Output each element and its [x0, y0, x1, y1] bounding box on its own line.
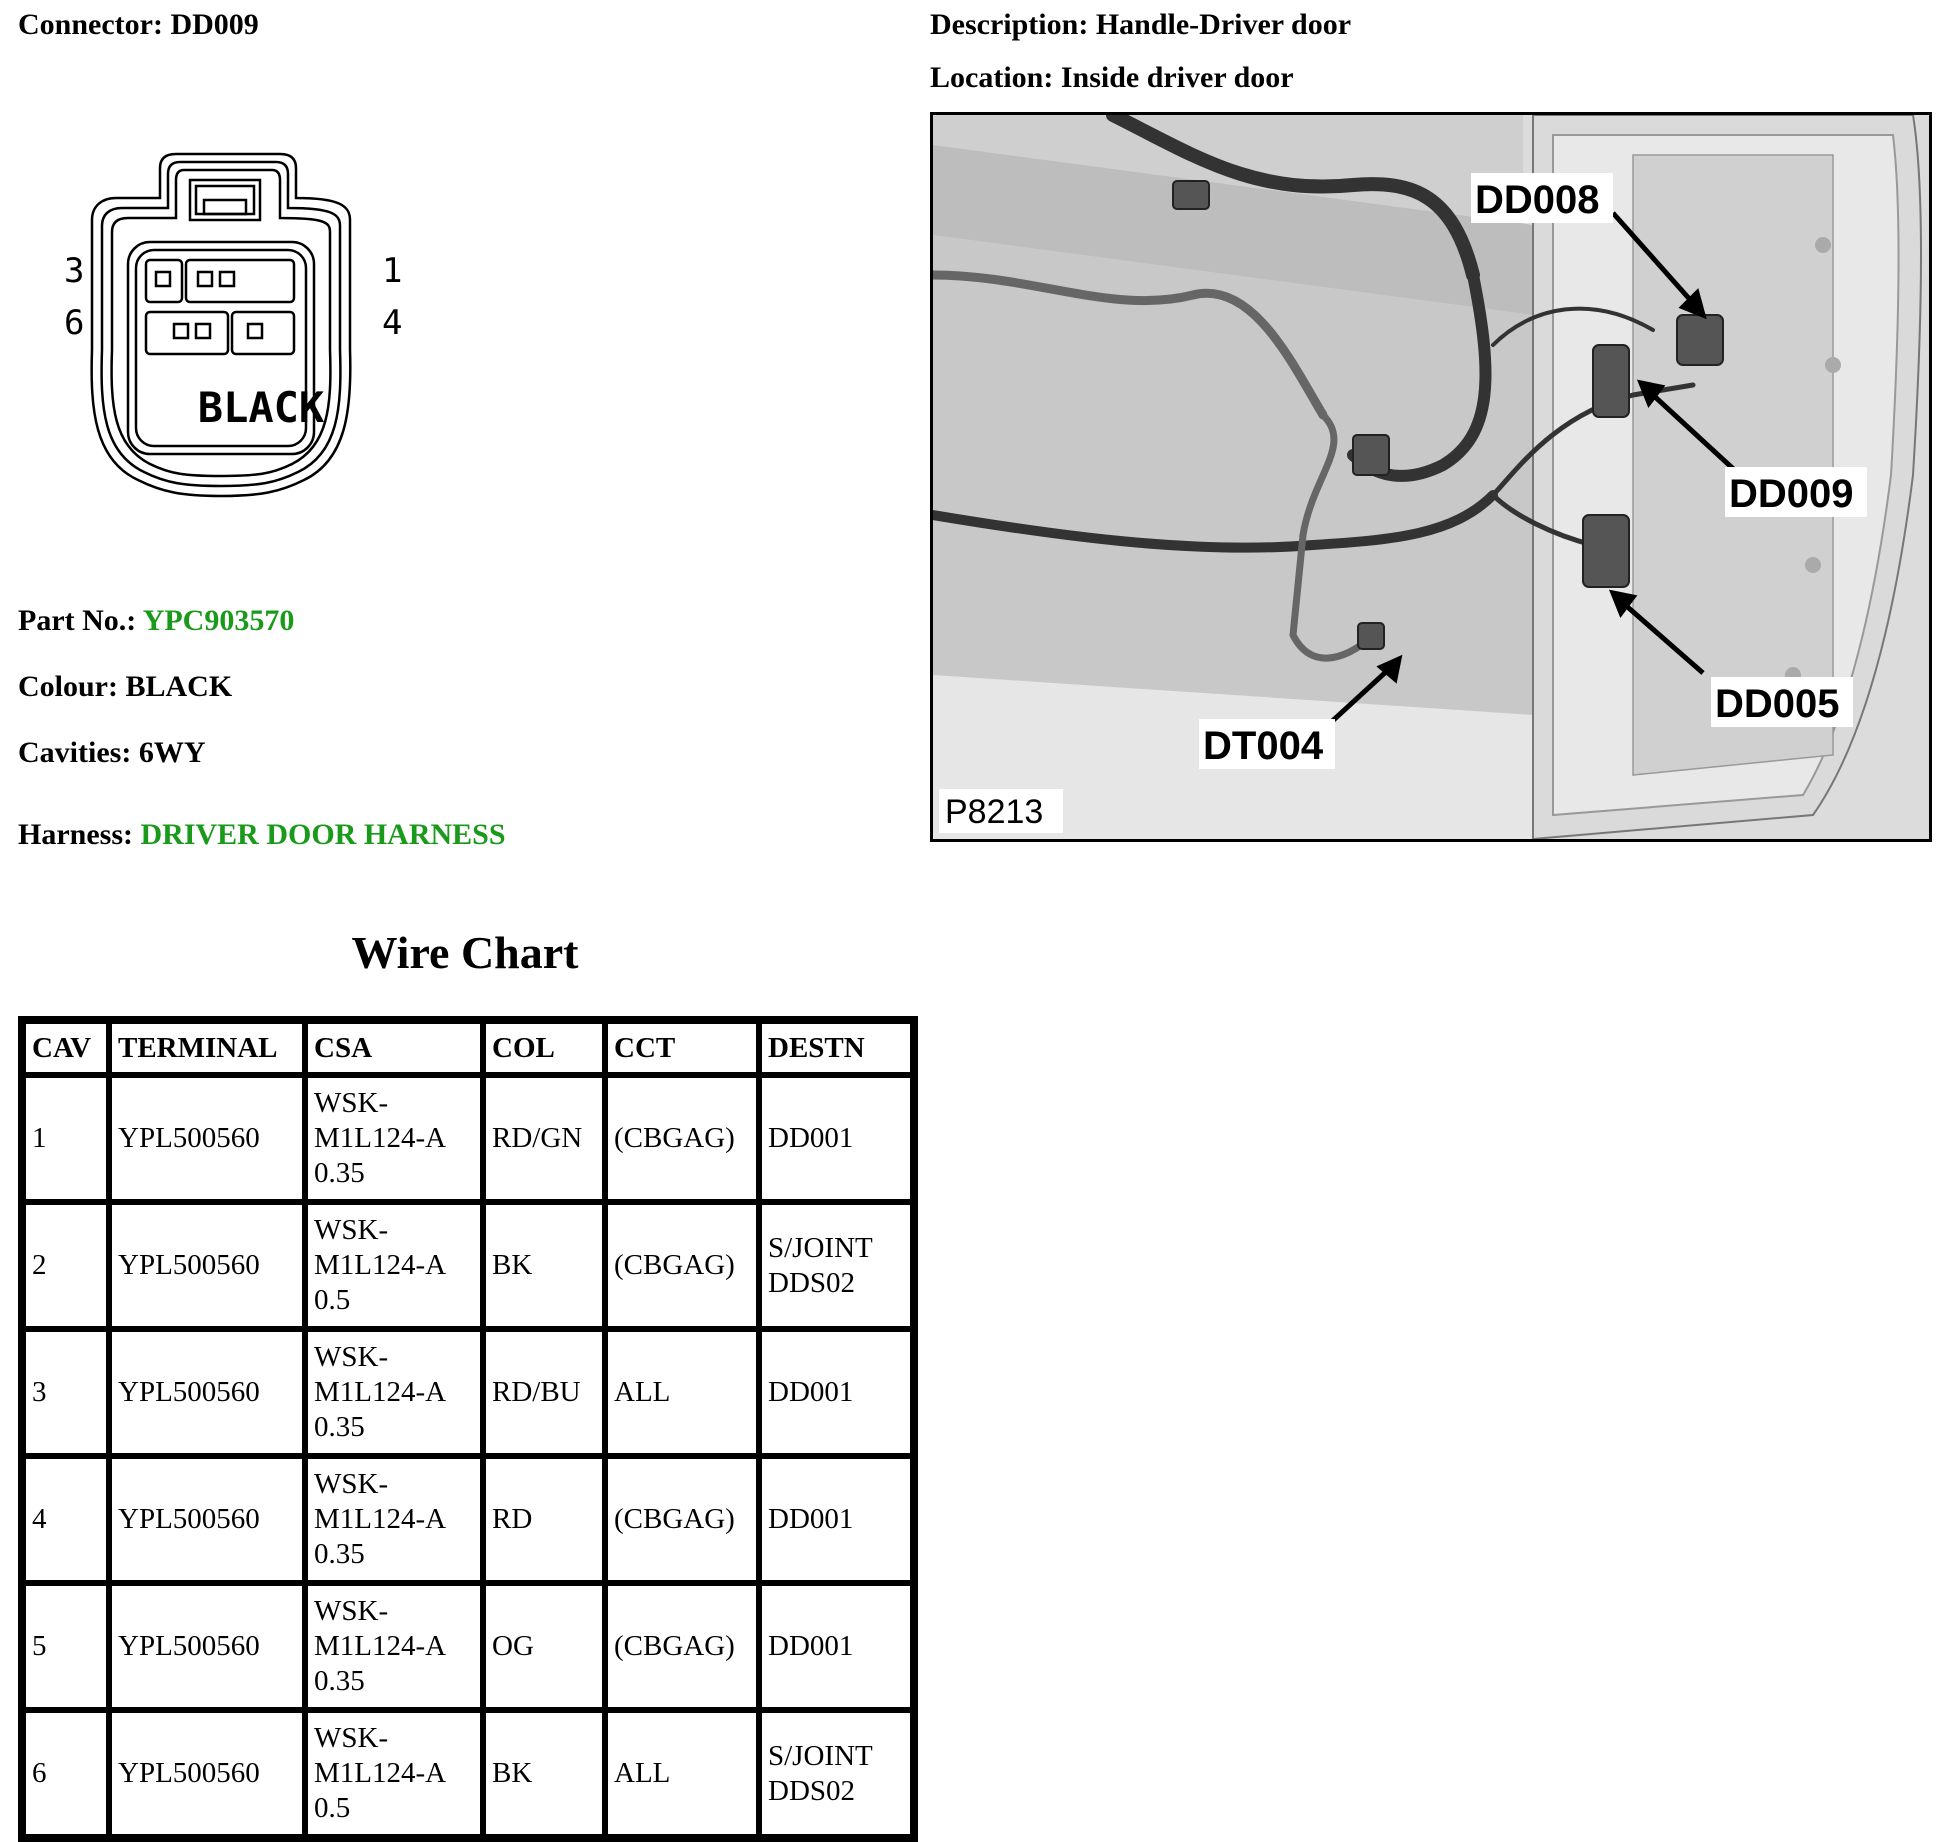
callout-dd005: DD005 — [1715, 682, 1840, 726]
header-cav: CAV — [23, 1021, 109, 1075]
cell-terminal: YPL500560 — [109, 1075, 305, 1202]
pin-label-1: 1 — [382, 251, 403, 291]
cell-cav: 6 — [23, 1710, 109, 1837]
cell-destn — [759, 1710, 913, 1837]
cell-cav: 3 — [23, 1329, 109, 1456]
cell-csa-line: 0.5 — [314, 1792, 351, 1824]
table-row — [23, 1075, 913, 1202]
cell-csa-line: M1L124-A — [314, 1249, 447, 1281]
table-row — [23, 1456, 913, 1583]
header-destn: DESTN — [759, 1021, 913, 1075]
cell-destn — [759, 1329, 913, 1456]
cell-destn-line: DDS02 — [768, 1774, 856, 1807]
table-header-row — [23, 1021, 913, 1075]
cell-csa-line: WSK- — [314, 1722, 389, 1754]
cavities-value: 6WY — [138, 736, 206, 769]
cell-cct: (CBGAG) — [605, 1456, 759, 1583]
cell-csa-line: M1L124-A — [314, 1630, 447, 1662]
header-csa: CSA — [305, 1021, 483, 1075]
cell-cav: 1 — [23, 1075, 109, 1202]
cavities-label: Cavities: — [18, 736, 132, 769]
table-row — [23, 1583, 913, 1710]
cell-cct: ALL — [605, 1329, 759, 1456]
cell-destn-line: S/JOINT — [768, 1231, 873, 1264]
cell-csa-line: 0.35 — [314, 1157, 365, 1189]
cavities-line — [18, 736, 205, 770]
connector-colour-label: BLACK — [197, 383, 325, 432]
colour-value: BLACK — [125, 670, 233, 703]
cell-cct: (CBGAG) — [605, 1075, 759, 1202]
cell-terminal: YPL500560 — [109, 1456, 305, 1583]
callout-dd009: DD009 — [1729, 472, 1854, 516]
cell-csa-line: 0.5 — [314, 1284, 351, 1316]
cell-destn — [759, 1075, 913, 1202]
cell-cav: 2 — [23, 1202, 109, 1329]
cell-destn-line: DD001 — [768, 1376, 854, 1408]
connector-line — [18, 8, 259, 42]
table-row — [23, 1329, 913, 1456]
cell-csa-line: M1L124-A — [314, 1503, 447, 1535]
cell-destn-line: DD001 — [768, 1122, 854, 1154]
cell-cav: 4 — [23, 1456, 109, 1583]
cell-csa-line: M1L124-A — [314, 1122, 447, 1154]
cell-destn-line: DDS02 — [768, 1266, 856, 1299]
wire-chart-title: Wire Chart — [351, 927, 579, 978]
location-label: Location: — [930, 61, 1054, 94]
cell-destn — [759, 1456, 913, 1583]
cell-csa-line: 0.35 — [314, 1665, 365, 1697]
colour-label: Colour: — [18, 670, 118, 703]
cell-destn-line: DD001 — [768, 1630, 854, 1662]
cell-csa-line: WSK- — [314, 1087, 389, 1119]
cell-csa — [305, 1456, 483, 1583]
colour-line — [18, 670, 232, 704]
cell-col: BK — [483, 1710, 605, 1837]
description-value: Handle-Driver door — [1095, 8, 1352, 41]
cell-col: OG — [483, 1583, 605, 1710]
cell-destn — [759, 1583, 913, 1710]
cell-csa-line: 0.35 — [314, 1411, 365, 1443]
cell-cct: (CBGAG) — [605, 1583, 759, 1710]
cell-csa — [305, 1710, 483, 1837]
header-cct: CCT — [605, 1021, 759, 1075]
pin-label-6: 6 — [64, 303, 85, 343]
part-no-line — [18, 604, 294, 638]
cell-destn-line: S/JOINT — [768, 1739, 873, 1772]
cell-col: BK — [483, 1202, 605, 1329]
cell-csa-line: 0.35 — [314, 1538, 365, 1570]
connector-id: DD009 — [170, 8, 259, 41]
cell-csa-line: WSK- — [314, 1468, 389, 1500]
cell-terminal: YPL500560 — [109, 1710, 305, 1837]
cell-destn — [759, 1202, 913, 1329]
connector-face-diagram — [50, 150, 470, 550]
cell-csa-line: WSK- — [314, 1341, 389, 1373]
cell-col: RD/BU — [483, 1329, 605, 1456]
cell-csa-line: M1L124-A — [314, 1376, 447, 1408]
cell-col: RD/GN — [483, 1075, 605, 1202]
pin-label-4: 4 — [382, 303, 403, 343]
location-line — [930, 61, 1294, 95]
wire-chart-table — [18, 1016, 918, 1842]
harness-value: DRIVER DOOR HARNESS — [140, 818, 506, 851]
cell-col: RD — [483, 1456, 605, 1583]
wire-chart-body — [23, 1075, 913, 1837]
cell-csa — [305, 1583, 483, 1710]
cell-terminal: YPL500560 — [109, 1583, 305, 1710]
cell-csa-line: WSK- — [314, 1595, 389, 1627]
harness-line — [18, 818, 506, 852]
location-value: Inside driver door — [1060, 61, 1294, 94]
part-no-label: Part No.: — [18, 604, 137, 637]
part-no-value: YPC903570 — [142, 604, 295, 637]
cell-cct: (CBGAG) — [605, 1202, 759, 1329]
cell-destn-line: DD001 — [768, 1503, 854, 1535]
description-line — [930, 8, 1351, 42]
connector-label: Connector: — [18, 8, 163, 41]
cell-terminal: YPL500560 — [109, 1329, 305, 1456]
figure-id: P8213 — [945, 793, 1044, 831]
table-row — [23, 1710, 913, 1837]
cell-csa-line: WSK- — [314, 1214, 389, 1246]
cell-csa-line: M1L124-A — [314, 1757, 447, 1789]
pin-label-3: 3 — [64, 251, 85, 291]
header-terminal: TERMINAL — [109, 1021, 305, 1075]
cell-csa — [305, 1075, 483, 1202]
callout-dt004: DT004 — [1203, 724, 1324, 768]
header-col: COL — [483, 1021, 605, 1075]
cell-cav: 5 — [23, 1583, 109, 1710]
cell-csa — [305, 1202, 483, 1329]
cell-cct: ALL — [605, 1710, 759, 1837]
location-figure — [930, 112, 1932, 842]
callout-dd008: DD008 — [1475, 178, 1600, 222]
cell-csa — [305, 1329, 483, 1456]
harness-label: Harness: — [18, 818, 133, 851]
description-label: Description: — [930, 8, 1089, 41]
cell-terminal: YPL500560 — [109, 1202, 305, 1329]
table-row — [23, 1202, 913, 1329]
